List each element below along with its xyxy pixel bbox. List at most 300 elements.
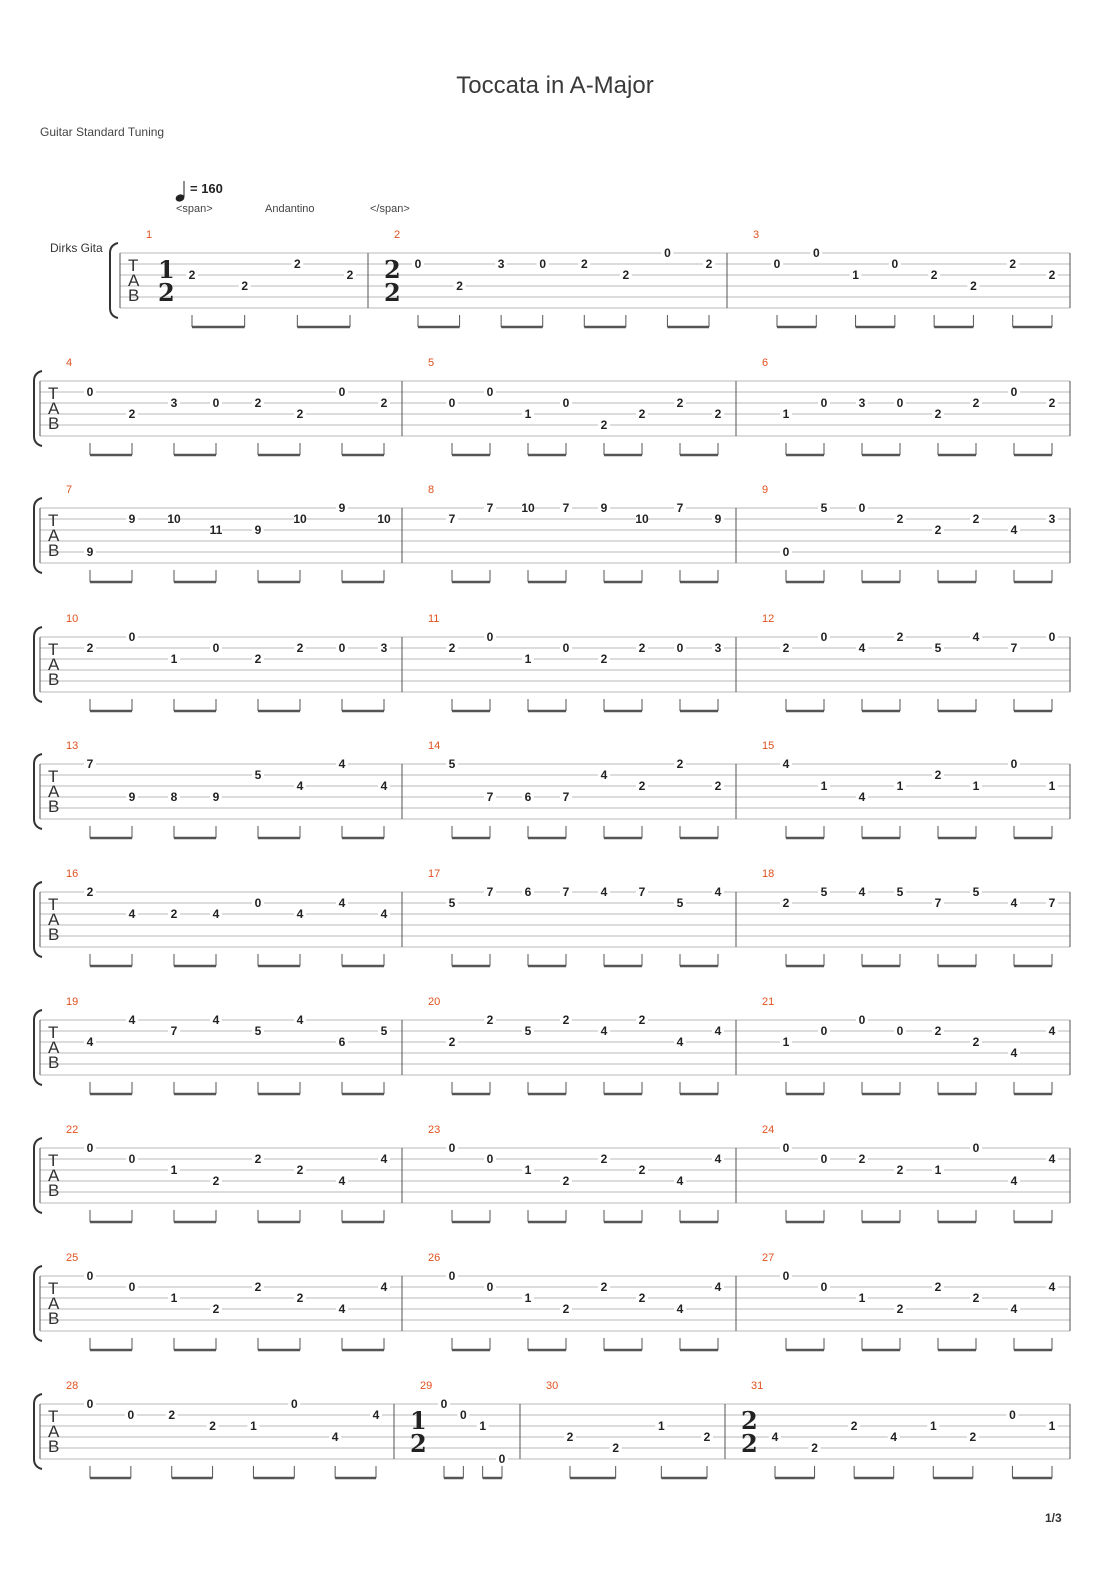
fret-number: 2 bbox=[1009, 257, 1017, 271]
fret-number: 11 bbox=[209, 523, 223, 537]
fret-number: 4 bbox=[380, 1152, 388, 1166]
fret-number: 9 bbox=[128, 790, 136, 804]
fret-number: 4 bbox=[380, 907, 388, 921]
fret-number: 0 bbox=[448, 1269, 456, 1283]
fret-number: 1 bbox=[250, 1419, 257, 1433]
fret-number: 2 bbox=[86, 641, 94, 655]
fret-number: 1 bbox=[170, 652, 178, 666]
fret-number: 0 bbox=[782, 1141, 790, 1155]
fret-number: 0 bbox=[212, 396, 220, 410]
fret-number: 4 bbox=[1010, 1174, 1018, 1188]
fret-number: 5 bbox=[676, 896, 684, 910]
fret-number: 4 bbox=[782, 757, 790, 771]
fret-number: 5 bbox=[820, 501, 828, 515]
tab-clef-letter: A bbox=[48, 1422, 60, 1441]
fret-number: 5 bbox=[972, 885, 980, 899]
tempo-text: Andantino bbox=[265, 203, 315, 215]
fret-number: 4 bbox=[714, 885, 722, 899]
fret-number: 1 bbox=[972, 779, 980, 793]
fret-number: 4 bbox=[296, 907, 304, 921]
page-number: 1/3 bbox=[1045, 1511, 1062, 1525]
fret-number: 4 bbox=[714, 1024, 722, 1038]
fret-number: 0 bbox=[338, 385, 346, 399]
fret-number: 2 bbox=[562, 1174, 570, 1188]
fret-number: 1 bbox=[782, 1035, 790, 1049]
fret-number: 0 bbox=[562, 396, 570, 410]
fret-number: 0 bbox=[676, 641, 684, 655]
fret-number: 9 bbox=[714, 512, 722, 526]
fret-number: 4 bbox=[331, 1430, 339, 1444]
fret-number: 2 bbox=[850, 1419, 858, 1433]
tab-clef-letter: A bbox=[48, 399, 60, 418]
measure-number: 3 bbox=[753, 229, 760, 241]
fret-number: 2 bbox=[448, 1035, 456, 1049]
measure-number: 18 bbox=[762, 868, 775, 880]
fret-number: 2 bbox=[562, 1013, 570, 1027]
fret-number: 4 bbox=[972, 630, 980, 644]
fret-number: 2 bbox=[486, 1013, 494, 1027]
tab-clef-letter: T bbox=[48, 384, 59, 403]
fret-number: 2 bbox=[566, 1430, 574, 1444]
fret-number: 0 bbox=[562, 641, 570, 655]
tab-clef-letter: T bbox=[128, 256, 139, 275]
tab-clef-letter: B bbox=[48, 1181, 60, 1200]
fret-number: 4 bbox=[338, 757, 346, 771]
fret-number: 2 bbox=[934, 1280, 942, 1294]
fret-number: 2 bbox=[212, 1174, 220, 1188]
fret-number: 1 bbox=[1048, 779, 1056, 793]
fret-number: 4 bbox=[1048, 1280, 1056, 1294]
fret-number: 1 bbox=[858, 1291, 866, 1305]
time-signature-top: 1 bbox=[410, 1406, 427, 1435]
measure-number: 12 bbox=[762, 613, 775, 625]
measure-number: 8 bbox=[428, 484, 435, 496]
tempo-span-open: <span> bbox=[176, 203, 213, 215]
tab-clef-letter: B bbox=[48, 414, 60, 433]
fret-number: 0 bbox=[858, 1013, 866, 1027]
fret-number: 9 bbox=[600, 501, 608, 515]
tab-clef-letter: B bbox=[48, 1053, 60, 1072]
fret-number: 4 bbox=[86, 1035, 94, 1049]
fret-number: 4 bbox=[858, 885, 866, 899]
fret-number: 7 bbox=[638, 885, 646, 899]
tab-clef-letter: A bbox=[48, 655, 60, 674]
measure-number: 2 bbox=[394, 229, 401, 241]
fret-number: 9 bbox=[338, 501, 346, 515]
fret-number: 7 bbox=[1010, 641, 1018, 655]
fret-number: 2 bbox=[170, 907, 178, 921]
time-signature-top: 1 bbox=[158, 255, 175, 284]
fret-number: 3 bbox=[380, 641, 388, 655]
fret-number: 2 bbox=[209, 1419, 216, 1433]
fret-number: 1 bbox=[657, 1419, 665, 1433]
tab-clef-letter: B bbox=[48, 541, 60, 560]
fret-number: 4 bbox=[1010, 896, 1018, 910]
measure-number: 5 bbox=[428, 357, 435, 369]
fret-number: 1 bbox=[479, 1419, 487, 1433]
fret-number: 2 bbox=[703, 1430, 711, 1444]
measure-number: 10 bbox=[66, 613, 79, 625]
fret-number: 6 bbox=[524, 885, 532, 899]
fret-number: 3 bbox=[497, 257, 505, 271]
system-bracket bbox=[34, 371, 42, 446]
fret-number: 2 bbox=[934, 523, 942, 537]
fret-number: 4 bbox=[1048, 1024, 1056, 1038]
tab-clef-letter: T bbox=[48, 895, 59, 914]
fret-number: 2 bbox=[638, 779, 646, 793]
fret-number: 4 bbox=[212, 1013, 220, 1027]
fret-number: 2 bbox=[241, 279, 249, 293]
fret-number: 1 bbox=[524, 652, 532, 666]
fret-number: 2 bbox=[600, 1152, 608, 1166]
measure-number: 26 bbox=[428, 1252, 441, 1264]
fret-number: 4 bbox=[714, 1152, 722, 1166]
fret-number: 0 bbox=[486, 385, 494, 399]
fret-number: 2 bbox=[896, 1163, 904, 1177]
fret-number: 6 bbox=[524, 790, 532, 804]
fret-number: 2 bbox=[972, 396, 980, 410]
fret-number: 2 bbox=[934, 768, 942, 782]
fret-number: 0 bbox=[212, 641, 220, 655]
fret-number: 0 bbox=[254, 896, 262, 910]
fret-number: 5 bbox=[448, 896, 456, 910]
fret-number: 2 bbox=[600, 652, 608, 666]
fret-number: 0 bbox=[664, 246, 671, 260]
tab-clef-letter: B bbox=[48, 797, 60, 816]
fret-number: 4 bbox=[372, 1408, 380, 1422]
fret-number: 0 bbox=[486, 630, 494, 644]
fret-number: 2 bbox=[858, 1152, 866, 1166]
measure-number: 6 bbox=[762, 357, 769, 369]
measure-number: 24 bbox=[762, 1124, 775, 1136]
fret-number: 7 bbox=[486, 790, 494, 804]
fret-number: 2 bbox=[638, 1163, 646, 1177]
fret-number: 0 bbox=[127, 1408, 135, 1422]
fret-number: 4 bbox=[600, 1024, 608, 1038]
fret-number: 7 bbox=[562, 885, 570, 899]
tab-system bbox=[34, 1380, 1070, 1478]
fret-number: 2 bbox=[612, 1441, 620, 1455]
system-bracket bbox=[34, 882, 42, 957]
fret-number: 4 bbox=[676, 1035, 684, 1049]
tab-clef-letter: B bbox=[48, 925, 60, 944]
fret-number: 2 bbox=[128, 407, 136, 421]
tab-system bbox=[34, 740, 1070, 838]
fret-number: 4 bbox=[890, 1430, 898, 1444]
fret-number: 2 bbox=[714, 407, 722, 421]
time-signature-bottom: 2 bbox=[741, 1429, 758, 1458]
fret-number: 0 bbox=[1009, 1408, 1016, 1422]
tab-clef-letter: A bbox=[48, 526, 60, 545]
fret-number: 4 bbox=[600, 885, 608, 899]
tab-system bbox=[34, 1124, 1070, 1222]
fret-number: 2 bbox=[600, 1280, 608, 1294]
fret-number: 7 bbox=[170, 1024, 178, 1038]
fret-number: 0 bbox=[896, 1024, 904, 1038]
measure-number: 21 bbox=[762, 996, 775, 1008]
fret-number: 0 bbox=[891, 257, 899, 271]
fret-number: 1 bbox=[170, 1291, 178, 1305]
tab-clef-letter: A bbox=[48, 1294, 60, 1313]
fret-number: 4 bbox=[128, 1013, 136, 1027]
fret-number: 1 bbox=[820, 779, 828, 793]
fret-number: 4 bbox=[600, 768, 608, 782]
system-bracket bbox=[34, 627, 42, 702]
fret-number: 2 bbox=[254, 652, 262, 666]
fret-number: 5 bbox=[254, 768, 262, 782]
tab-system bbox=[34, 357, 1070, 455]
measure-number: 19 bbox=[66, 996, 79, 1008]
tab-clef-letter: A bbox=[128, 271, 140, 290]
fret-number: 0 bbox=[1010, 757, 1018, 771]
fret-number: 2 bbox=[896, 512, 904, 526]
fret-number: 2 bbox=[969, 1430, 977, 1444]
system-bracket bbox=[34, 1010, 42, 1085]
fret-number: 3 bbox=[170, 396, 178, 410]
fret-number: 5 bbox=[524, 1024, 532, 1038]
score-title: Toccata in A-Major bbox=[456, 72, 654, 99]
fret-number: 5 bbox=[380, 1024, 388, 1038]
fret-number: 2 bbox=[782, 641, 790, 655]
fret-number: 0 bbox=[782, 1269, 790, 1283]
fret-number: 0 bbox=[338, 641, 346, 655]
time-signature-bottom: 2 bbox=[158, 278, 175, 307]
fret-number: 2 bbox=[380, 396, 388, 410]
tab-clef-letter: T bbox=[48, 1151, 59, 1170]
fret-number: 2 bbox=[212, 1302, 220, 1316]
tab-clef-letter: B bbox=[48, 1309, 60, 1328]
fret-number: 1 bbox=[852, 268, 859, 282]
fret-number: 4 bbox=[676, 1174, 684, 1188]
fret-number: 2 bbox=[638, 407, 646, 421]
fret-number: 2 bbox=[254, 396, 262, 410]
measure-number: 25 bbox=[66, 1252, 79, 1264]
fret-number: 0 bbox=[820, 1280, 828, 1294]
fret-number: 5 bbox=[448, 757, 456, 771]
fret-number: 1 bbox=[170, 1163, 178, 1177]
tab-clef-letter: A bbox=[48, 1166, 60, 1185]
tab-system bbox=[110, 229, 1070, 327]
tab-system bbox=[34, 1252, 1070, 1350]
fret-number: 0 bbox=[86, 1141, 94, 1155]
fret-number: 4 bbox=[1010, 523, 1018, 537]
fret-number: 1 bbox=[782, 407, 790, 421]
time-signature-top: 2 bbox=[384, 255, 401, 284]
fret-number: 4 bbox=[714, 1280, 722, 1294]
tab-clef-letter: A bbox=[48, 910, 60, 929]
fret-number: 5 bbox=[896, 885, 904, 899]
fret-number: 1 bbox=[929, 1419, 937, 1433]
fret-number: 0 bbox=[858, 501, 866, 515]
fret-number: 0 bbox=[448, 396, 456, 410]
tuning-label: Guitar Standard Tuning bbox=[40, 125, 165, 139]
tab-clef-letter: A bbox=[48, 782, 60, 801]
fret-number: 2 bbox=[296, 641, 304, 655]
fret-number: 1 bbox=[934, 1163, 942, 1177]
fret-number: 4 bbox=[338, 896, 346, 910]
tab-clef-letter: B bbox=[48, 1437, 60, 1456]
fret-number: 9 bbox=[86, 545, 94, 559]
fret-number: 7 bbox=[934, 896, 942, 910]
fret-number: 2 bbox=[580, 257, 588, 271]
tab-clef-letter: B bbox=[128, 286, 140, 305]
fret-number: 0 bbox=[539, 257, 547, 271]
fret-number: 2 bbox=[188, 268, 196, 282]
fret-number: 0 bbox=[1048, 630, 1056, 644]
tempo-span-close: </span> bbox=[370, 203, 410, 215]
fret-number: 7 bbox=[448, 512, 456, 526]
fret-number: 0 bbox=[1010, 385, 1018, 399]
fret-number: 0 bbox=[820, 1152, 828, 1166]
measure-number: 29 bbox=[420, 1380, 433, 1392]
fret-number: 5 bbox=[254, 1024, 262, 1038]
system-bracket bbox=[34, 1266, 42, 1341]
fret-number: 6 bbox=[338, 1035, 346, 1049]
fret-number: 0 bbox=[820, 396, 828, 410]
fret-number: 9 bbox=[254, 523, 262, 537]
fret-number: 4 bbox=[212, 907, 220, 921]
fret-number: 0 bbox=[459, 1408, 467, 1422]
tempo-value: = 160 bbox=[190, 181, 223, 196]
measure-number: 11 bbox=[428, 613, 440, 625]
fret-number: 5 bbox=[934, 641, 942, 655]
fret-number: 2 bbox=[638, 641, 646, 655]
fret-number: 0 bbox=[128, 1280, 136, 1294]
measure-number: 27 bbox=[762, 1252, 775, 1264]
fret-number: 0 bbox=[86, 1269, 94, 1283]
fret-number: 4 bbox=[296, 779, 304, 793]
fret-number: 2 bbox=[622, 268, 630, 282]
time-signature-top: 2 bbox=[741, 1406, 758, 1435]
fret-number: 2 bbox=[296, 1163, 304, 1177]
fret-number: 0 bbox=[486, 1280, 494, 1294]
fret-number: 2 bbox=[448, 641, 456, 655]
fret-number: 2 bbox=[782, 896, 790, 910]
tab-clef-letter: T bbox=[48, 1279, 59, 1298]
measure-number: 22 bbox=[66, 1124, 79, 1136]
tab-system bbox=[34, 868, 1070, 966]
fret-number: 2 bbox=[296, 407, 304, 421]
tab-clef-letter: T bbox=[48, 640, 59, 659]
measure-number: 28 bbox=[66, 1380, 79, 1392]
tab-system bbox=[34, 613, 1070, 711]
tab-clef-letter: A bbox=[48, 1038, 60, 1057]
fret-number: 4 bbox=[1010, 1302, 1018, 1316]
fret-number: 0 bbox=[972, 1141, 980, 1155]
fret-number: 2 bbox=[972, 1035, 980, 1049]
fret-number: 2 bbox=[254, 1280, 262, 1294]
fret-number: 1 bbox=[524, 1163, 532, 1177]
fret-number: 0 bbox=[290, 1397, 298, 1411]
fret-number: 4 bbox=[128, 907, 136, 921]
fret-number: 7 bbox=[676, 501, 684, 515]
fret-number: 2 bbox=[934, 1024, 942, 1038]
fret-number: 4 bbox=[858, 790, 866, 804]
fret-number: 10 bbox=[635, 512, 649, 526]
fret-number: 7 bbox=[486, 885, 494, 899]
tab-clef-letter: T bbox=[48, 511, 59, 530]
fret-number: 0 bbox=[820, 1024, 828, 1038]
tab-system bbox=[34, 484, 1070, 582]
fret-number: 2 bbox=[600, 418, 608, 432]
fret-number: 2 bbox=[896, 1302, 904, 1316]
fret-number: 4 bbox=[771, 1430, 779, 1444]
fret-number: 2 bbox=[638, 1013, 646, 1027]
fret-number: 3 bbox=[714, 641, 722, 655]
fret-number: 4 bbox=[380, 779, 388, 793]
fret-number: 0 bbox=[448, 1141, 456, 1155]
fret-number: 9 bbox=[128, 512, 136, 526]
fret-number: 2 bbox=[811, 1441, 818, 1455]
tab-clef-letter: T bbox=[48, 1407, 59, 1426]
fret-number: 4 bbox=[676, 1302, 684, 1316]
fret-number: 4 bbox=[338, 1174, 346, 1188]
fret-number: 4 bbox=[1048, 1152, 1056, 1166]
system-bracket bbox=[34, 1394, 42, 1469]
fret-number: 4 bbox=[1010, 1046, 1018, 1060]
fret-number: 0 bbox=[128, 630, 136, 644]
fret-number: 9 bbox=[212, 790, 220, 804]
measure-number: 1 bbox=[146, 229, 153, 241]
fret-number: 2 bbox=[346, 268, 354, 282]
fret-number: 2 bbox=[930, 268, 938, 282]
fret-number: 0 bbox=[773, 257, 781, 271]
fret-number: 0 bbox=[896, 396, 904, 410]
fret-number: 2 bbox=[676, 396, 684, 410]
fret-number: 0 bbox=[86, 1397, 94, 1411]
fret-number: 4 bbox=[380, 1280, 388, 1294]
fret-number: 1 bbox=[1048, 1419, 1056, 1433]
fret-number: 10 bbox=[167, 512, 181, 526]
fret-number: 2 bbox=[293, 257, 301, 271]
fret-number: 5 bbox=[820, 885, 828, 899]
fret-number: 2 bbox=[168, 1408, 176, 1422]
fret-number: 2 bbox=[86, 885, 94, 899]
measure-number: 20 bbox=[428, 996, 441, 1008]
fret-number: 2 bbox=[972, 1291, 980, 1305]
fret-number: 3 bbox=[858, 396, 866, 410]
system-bracket bbox=[34, 754, 42, 829]
fret-number: 0 bbox=[440, 1397, 448, 1411]
fret-number: 0 bbox=[498, 1452, 506, 1466]
measure-number: 30 bbox=[546, 1380, 559, 1392]
measure-number: 17 bbox=[428, 868, 441, 880]
fret-number: 4 bbox=[858, 641, 866, 655]
fret-number: 2 bbox=[1048, 268, 1056, 282]
fret-number: 10 bbox=[377, 512, 391, 526]
tab-system bbox=[34, 996, 1070, 1094]
fret-number: 3 bbox=[1048, 512, 1056, 526]
fret-number: 0 bbox=[486, 1152, 494, 1166]
fret-number: 0 bbox=[414, 257, 422, 271]
system-bracket bbox=[34, 1138, 42, 1213]
fret-number: 2 bbox=[714, 779, 722, 793]
system-bracket bbox=[34, 498, 42, 573]
measure-number: 31 bbox=[751, 1380, 764, 1392]
measure-number: 9 bbox=[762, 484, 769, 496]
measure-number: 13 bbox=[66, 740, 79, 752]
fret-number: 2 bbox=[456, 279, 463, 293]
fret-number: 2 bbox=[296, 1291, 304, 1305]
fret-number: 2 bbox=[934, 407, 942, 421]
measure-number: 7 bbox=[66, 484, 73, 496]
fret-number: 10 bbox=[521, 501, 535, 515]
tab-clef-letter: T bbox=[48, 767, 59, 786]
time-signature-bottom: 2 bbox=[384, 278, 401, 307]
measure-number: 23 bbox=[428, 1124, 441, 1136]
fret-number: 1 bbox=[524, 1291, 532, 1305]
fret-number: 7 bbox=[1048, 896, 1056, 910]
